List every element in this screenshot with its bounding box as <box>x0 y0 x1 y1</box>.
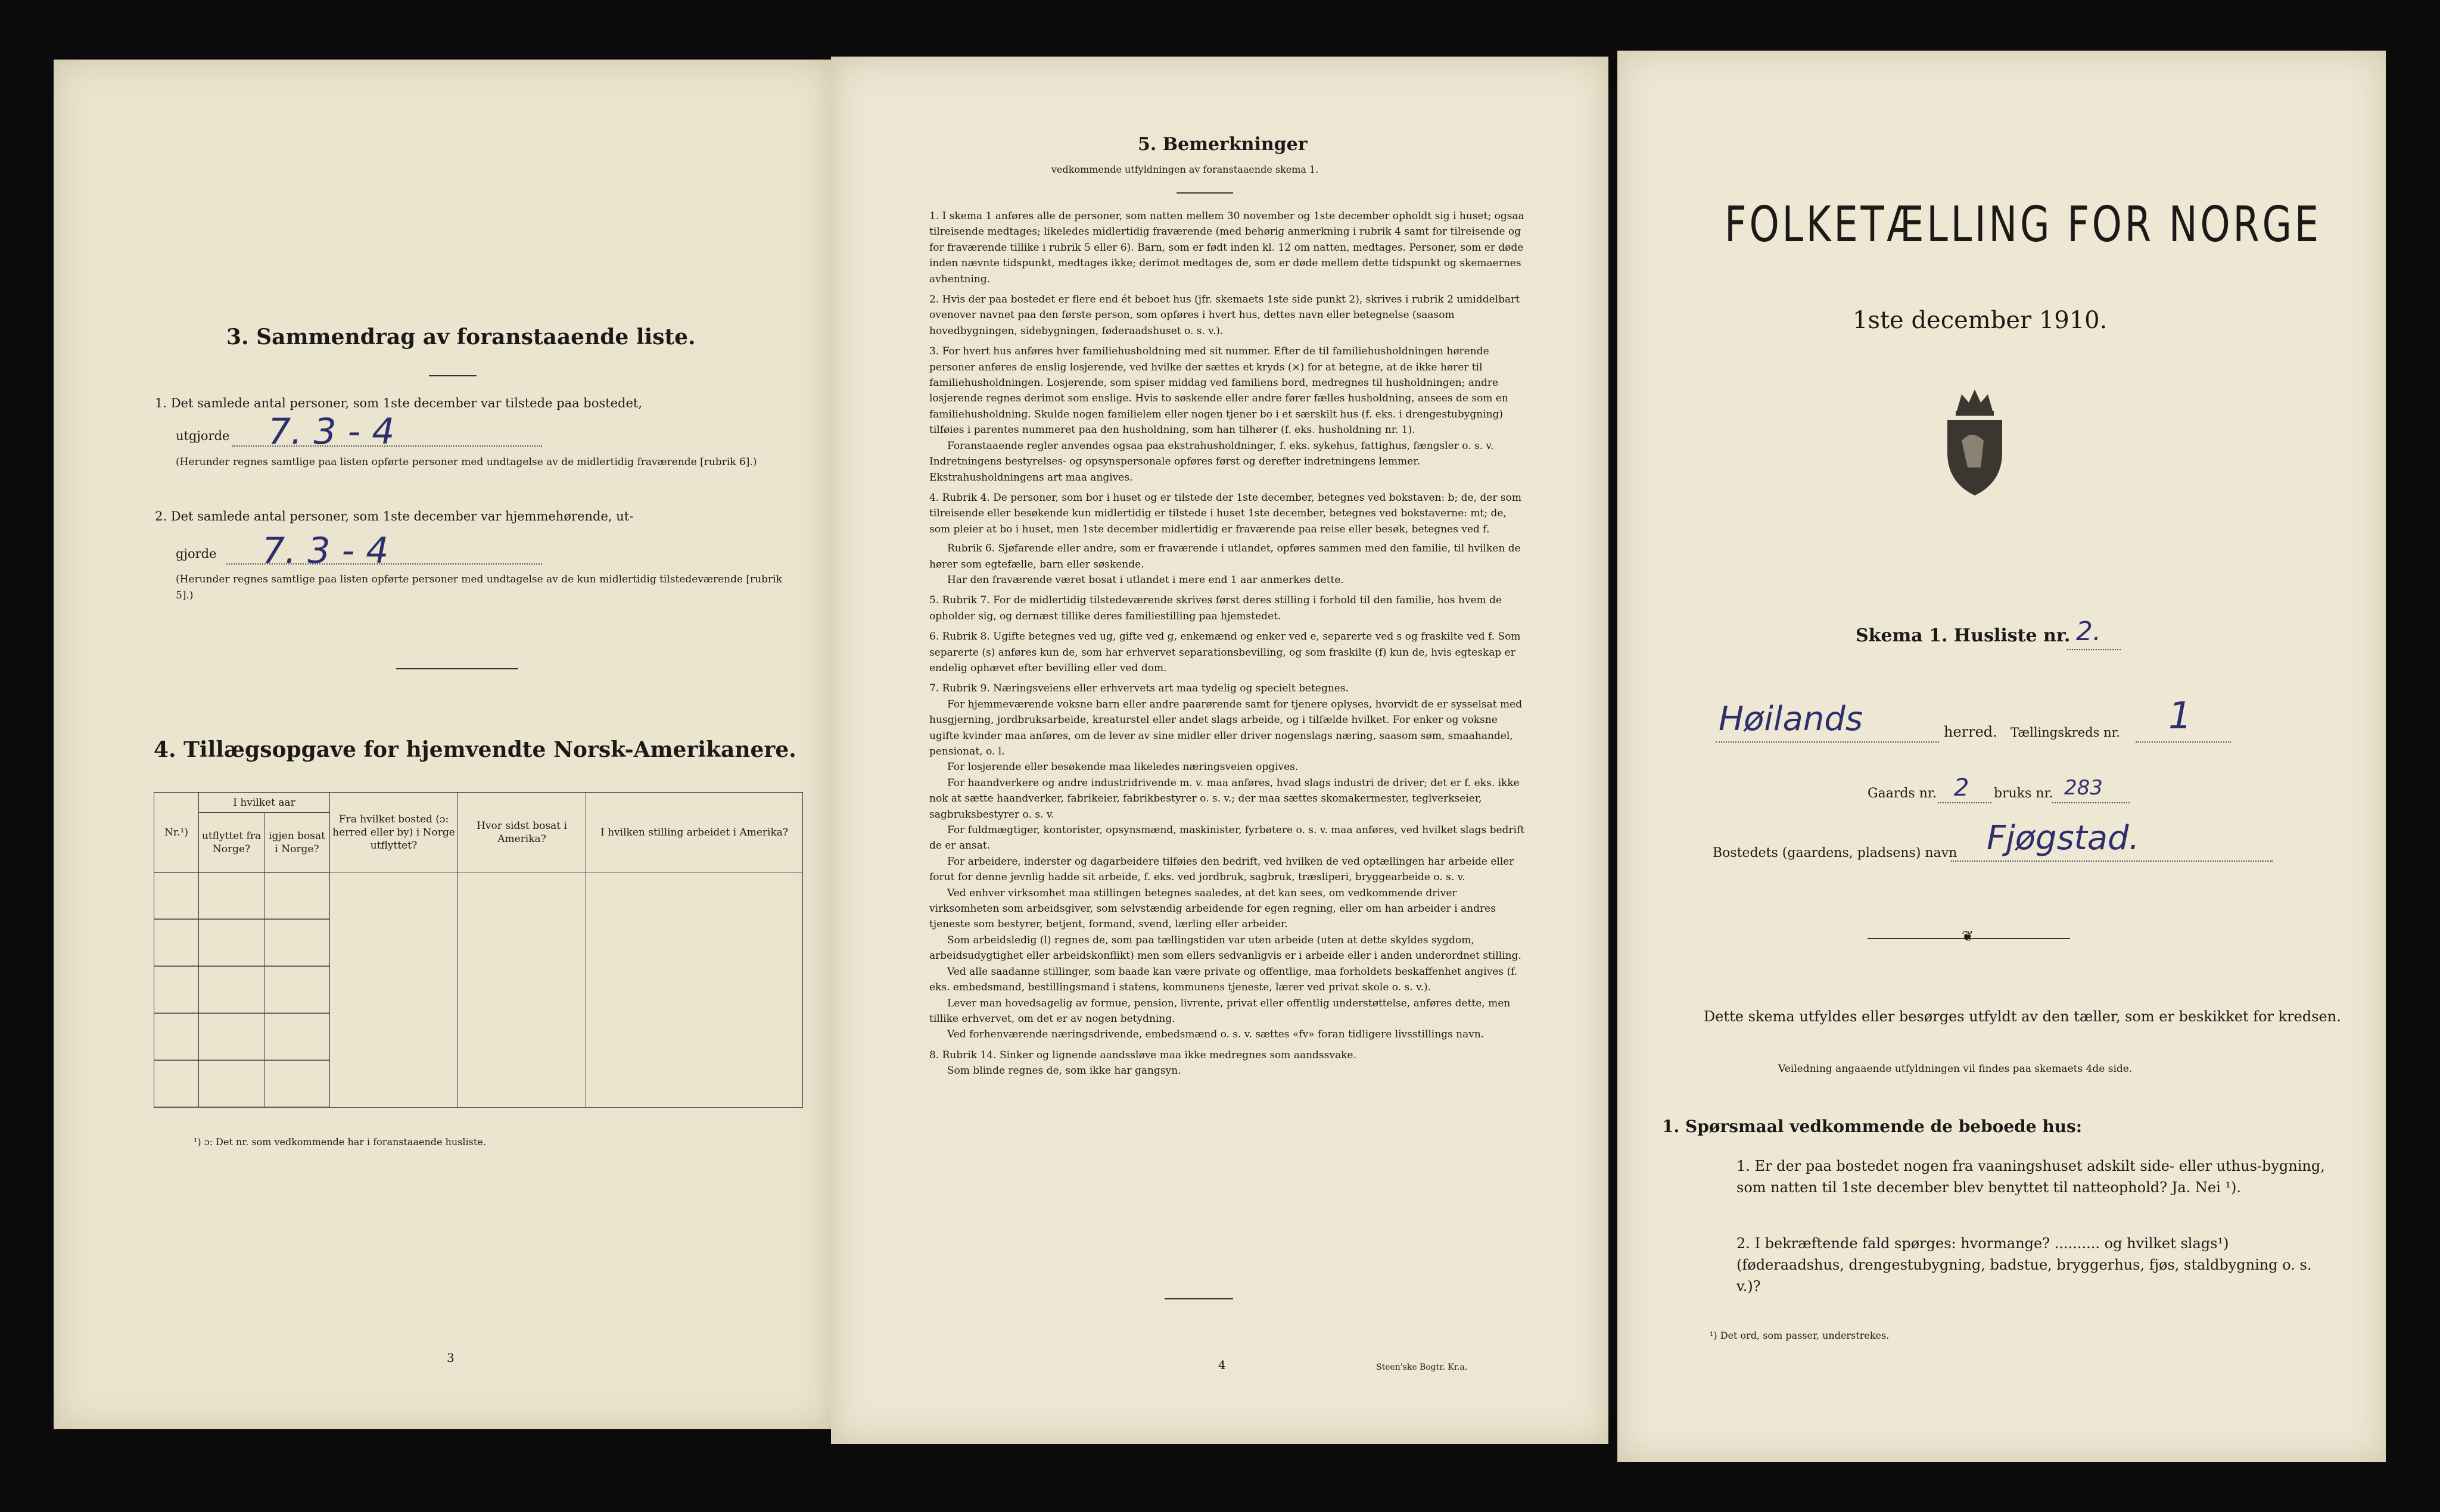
remark-7c: For losjerende eller besøkende maa likeledes næringsveien opgives. <box>947 761 1299 774</box>
remark-8b: Som blinde regnes de, som ikke har gangsyn. <box>947 1065 1181 1077</box>
footnote: ¹) ɔ: Det nr. som vedkommende har i foranstaaende husliste. <box>194 1136 486 1148</box>
remark-4b: Rubrik 6. Sjøfarende eller andre, som er fraværende i utlandet, opføres sammen med den familie, til hvilken de hører som egtefælle, barn eller søskende. <box>929 543 1521 570</box>
ornament-icon: ❦ <box>1962 928 1974 944</box>
remark-7d: For haandverkere og andre industridrivende m. v. maa anføres, hvad slags industri de driver; det er f. eks. ikke nok at sætte haandverker, fabrikeier, fabrikbestyrer o. s. v.; der maa sættes skomakermester, teglverkseier, sagbruksbestyrer o. s. v. <box>929 777 1520 821</box>
bruks-value: 283 <box>2064 776 2103 800</box>
bosted-dotline <box>1951 861 2273 862</box>
gaards-label: Gaards nr. <box>1868 786 1937 801</box>
item2-note: (Herunder regnes samtlige paa listen opførte personer med undtagelse av de kun midlertidig tilstedeværende [rubrik 5].) <box>176 573 782 601</box>
item2-value: 7. 3 - 4 <box>262 530 389 572</box>
footnote: ¹) Det ord, som passer, understrekes. <box>1710 1330 1890 1341</box>
remark-6: 6. Rubrik 8. Ugifte betegnes ved ug, gifte ved g, enkemænd og enker ved e, separerte ved s og fraskilte ved f. Som separerte (s) anføres kun de, som har erhvervet separationsbevilling, og som fraskilte (f) kun de, hvis egteskap er endelig ophævet efter bevilling eller ved dom. <box>929 631 1521 674</box>
kreds-label: Tællingskreds nr. <box>2010 725 2121 740</box>
bruks-dotline <box>2052 802 2130 803</box>
remark-2: 2. Hvis der paa bostedet er flere end ét beboet hus (jfr. skemaets 1ste side punkt 2), skrives i rubrik 2 umiddelbart ovenover navnet paa den første person, som opføres i hvert hus, dettes navn eller betegnelse (saasom hovedbygningen, sidebygningen, føderaadshuset o. s. v.). <box>929 294 1520 337</box>
page-left <box>54 60 831 1429</box>
remark-5: 5. Rubrik 7. For de midlertidig tilstedeværende skrives først deres stilling i forhold til den familie, hos hvem de opholder sig, og dernæst tillike deres familiestilling paa hjemstedet. <box>929 594 1502 622</box>
husliste-value: 2. <box>2076 616 2101 647</box>
remark-4c: Har den fraværende været bosat i utlandet i mere end 1 aar anmerkes dette. <box>947 573 1344 586</box>
item1-prefix: utgjorde <box>176 429 230 443</box>
divider <box>1177 192 1233 194</box>
col-header-returned: igjen bosat i Norge? <box>264 813 330 872</box>
skema-label: Skema 1. Husliste nr. <box>1856 625 2071 646</box>
remark-7: 7. Rubrik 9. Næringsveiens eller erhvervets art maa tydelig og specielt betegnes. <box>929 682 1349 695</box>
col-header-position: I hvilken stilling arbeidet i Amerika? <box>586 793 803 872</box>
remark-7i: Ved alle saadanne stillinger, som baade kan være private og offentlige, maa forholdets beskaffenhet angives (f. eks. embedsmand, bestillingsmand i statens, kommunens tjeneste, lærer ved privat skole o. s. v.). <box>929 965 1518 994</box>
remark-7e: For fuldmægtiger, kontorister, opsynsmænd, maskinister, fyrbøtere o. s. v. maa anføres, ved hvilket slags bedrift de er ansat. <box>929 824 1525 852</box>
remark-7g: Ved enhver virksomhet maa stillingen betegnes saaledes, at det kan sees, om vedkommende driver virksomheten som arbeidsgiver, som selvstændig arbeidende for egen regning, eller om han arbeider i andres tjeneste som bestyrer, betjent, formand, svend, lærling eller arbeider. <box>929 887 1496 931</box>
printer-mark: Steen'ske Bogtr. Kr.a. <box>1376 1363 1468 1372</box>
page-middle <box>831 57 1608 1444</box>
kreds-value: 1 <box>2168 694 2192 737</box>
col-header-nr: Nr.¹) <box>154 793 199 872</box>
census-title: FOLKETÆLLING FOR NORGE <box>1725 197 2321 253</box>
page-right <box>1617 51 2386 1462</box>
remark-3b: Foranstaaende regler anvendes ogsaa paa ekstrahusholdninger, f. eks. sykehus, fattighus, fængsler o. s. v. Indretningens bestyrelses- og opsynspersonale opføres først og derefter indretningens lemmer. Ekstrahusholdningens art maa angives. <box>929 439 1494 484</box>
remarks-body <box>929 208 1525 1079</box>
col-header-group: I hvilket aar <box>199 793 330 813</box>
question-1: 1. Er der paa bostedet nogen fra vaaningshuset adskilt side- eller uthus-bygning, som natten til 1ste december blev benyttet til natteophold? Ja. Nei ¹). <box>1736 1158 2325 1196</box>
herred-value: Høilands <box>1719 700 1863 738</box>
divider <box>429 375 477 376</box>
remarks-subtitle: vedkommende utfyldningen av foranstaaende skema 1. <box>1051 164 1319 175</box>
col-header-emigrated: utflyttet fra Norge? <box>199 813 264 872</box>
census-date: 1ste december 1910. <box>1853 307 2108 334</box>
remarks-title: 5. Bemerkninger <box>1138 134 1308 155</box>
remark-7h: Som arbeidsledig (l) regnes de, som paa tællingstiden var uten arbeide (uten at dette skyldes sygdom, arbeidsudygtighet eller arbeidskonflikt) men som ellers sedvanligvis er i arbeide eller i anden underordnet stilling. <box>929 934 1521 962</box>
remark-7j: Lever man hovedsagelig av formue, pension, livrente, privat eller offentlig understøttelse, anføres dette, men tillike erhvervet, om det er av nogen betydning. <box>929 997 1511 1025</box>
remark-4: 4. Rubrik 4. De personer, som bor i huset og er tilstede der 1ste december, betegnes ved bokstaven: b; de, der som tilreisende eller besøkende kun midlertidig er tilstede i huset 1ste december, betegnes ved bokstaverne: mt; de, som pleier at bo i huset, men 1ste december midlertidig er fraværende paa reise eller besøk, betegnes ved f. <box>929 491 1521 535</box>
kreds-dotline <box>2136 741 2231 743</box>
divider <box>1165 1298 1233 1299</box>
coat-of-arms-icon <box>1939 387 2010 497</box>
item1-value: 7. 3 - 4 <box>268 411 395 453</box>
page-number: 3 <box>447 1351 455 1365</box>
bosted-value: Fjøgstad. <box>1987 819 2140 858</box>
item2-line: 2. Det samlede antal personer, som 1ste december var hjemmehørende, ut- <box>155 509 634 523</box>
remark-7b: For hjemmeværende voksne barn eller andre paarørende samt for tjenere oplyses, hvorvidt de er sysselsat med husgjerning, jordbruksarbeide, kreaturstel eller andet slags arbeide, og i tilfælde hvilket. For enker og voksne ugifte kvinder maa anføres, om de lever av sine midler eller driver nogenslags næring, saasom søm, smaahandel, pensionat, o. l. <box>929 698 1523 757</box>
remark-1: 1. I skema 1 anføres alle de personer, som natten mellem 30 november og 1ste december opholdt sig i huset; ogsaa tilreisende medtages; likeledes midlertidig fraværende (med behørig anmerkning i rubrik 4 samt for tilreisende og for fraværende tillike i rubrik 5 eller 6). Barn, som er født inden kl. 12 om natten, medtages. Personer, som er døde inden nævnte tidspunkt, medtages ikke; derimot medtages de, som er døde mellem dette tidspunkt og skemaernes avhentning. <box>929 210 1524 285</box>
divider <box>396 668 518 669</box>
item1-note: (Herunder regnes samtlige paa listen opførte personer med undtagelse av de midlertidig fraværende [rubrik 6].) <box>176 456 757 468</box>
section3-title: 3. Sammendrag av foranstaaende liste. <box>226 325 696 350</box>
herred-dotline <box>1716 741 1939 743</box>
gaards-value: 2 <box>1954 774 1969 802</box>
bosted-label: Bostedets (gaardens, pladsens) navn <box>1713 846 1957 861</box>
col-header-from: Fra hvilket bosted (ɔ: herred eller by) i Norge utflyttet? <box>330 793 458 872</box>
bruks-label: bruks nr. <box>1994 786 2053 801</box>
remark-3: 3. For hvert hus anføres hver familiehusholdning med sit nummer. Efter de til familiehusholdningen hørende personer anføres de enslig losjerende, ved hvilke der sættes et kryds (×) for at betegne, at de ikke hører til familiehusholdningen. Losjerende, som spiser middag ved familiens bord, medregnes til husholdningen; andre losjerende regnes derimot som enslige. Hvis to søskende eller andre fører fælles husholdning, ansees de som en familiehusholdning. Skulde nogen familielem eller nogen tjener bo i et særskilt hus (f. eks. i drengestubygning) tilføies i parentes nummeret paa den husholdning, som han tilhører (f. eks. husholdning nr. 1). <box>929 345 1508 437</box>
page-number: 4 <box>1218 1358 1226 1372</box>
remark-7k: Ved forhenværende næringsdrivende, embedsmænd o. s. v. sættes «fv» foran tidligere livsstillings navn. <box>947 1028 1484 1041</box>
table-body <box>154 872 803 1108</box>
question-heading: 1. Spørsmaal vedkommende de beboede hus: <box>1662 1117 2083 1136</box>
remark-7f: For arbeidere, inderster og dagarbeidere tilføies den bedrift, ved hvilken de ved optællingen har arbeide eller forut for denne jevnlig hadde sit arbeide, f. eks. ved jordbruk, sagbruk, træsliperi, bryggearbeide o. s. v. <box>929 855 1514 884</box>
intro-text: Dette skema utfyldes eller besørges utfyldt av den tæller, som er beskikket for kredsen. <box>1704 1008 2341 1025</box>
veiledning-text: Veiledning angaaende utfyldningen vil findes paa skemaets 4de side. <box>1778 1063 2133 1075</box>
herred-label: herred. <box>1944 724 1997 740</box>
section4-title: 4. Tillægsopgave for hjemvendte Norsk-Amerikanere. <box>154 737 796 762</box>
col-header-where: Hvor sidst bosat i Amerika? <box>458 793 586 872</box>
gaards-dotline <box>1938 802 1991 803</box>
item2-prefix: gjorde <box>176 547 217 561</box>
question-2: 2. I bekræftende fald spørges: hvormange? .......... og hvilket slags¹) (føderaadshus, drengestubygning, badstue, bryggerhus, fjøs, staldbygning o. s. v.)? <box>1736 1235 2312 1295</box>
item1-line: 1. Det samlede antal personer, som 1ste december var tilstede paa bostedet, <box>155 396 643 410</box>
remark-8: 8. Rubrik 14. Sinker og lignende aandssløve maa ikke medregnes som aandssvake. <box>929 1049 1356 1061</box>
husliste-dotline <box>2067 649 2121 650</box>
norsk-amerikanere-table <box>154 792 803 1108</box>
